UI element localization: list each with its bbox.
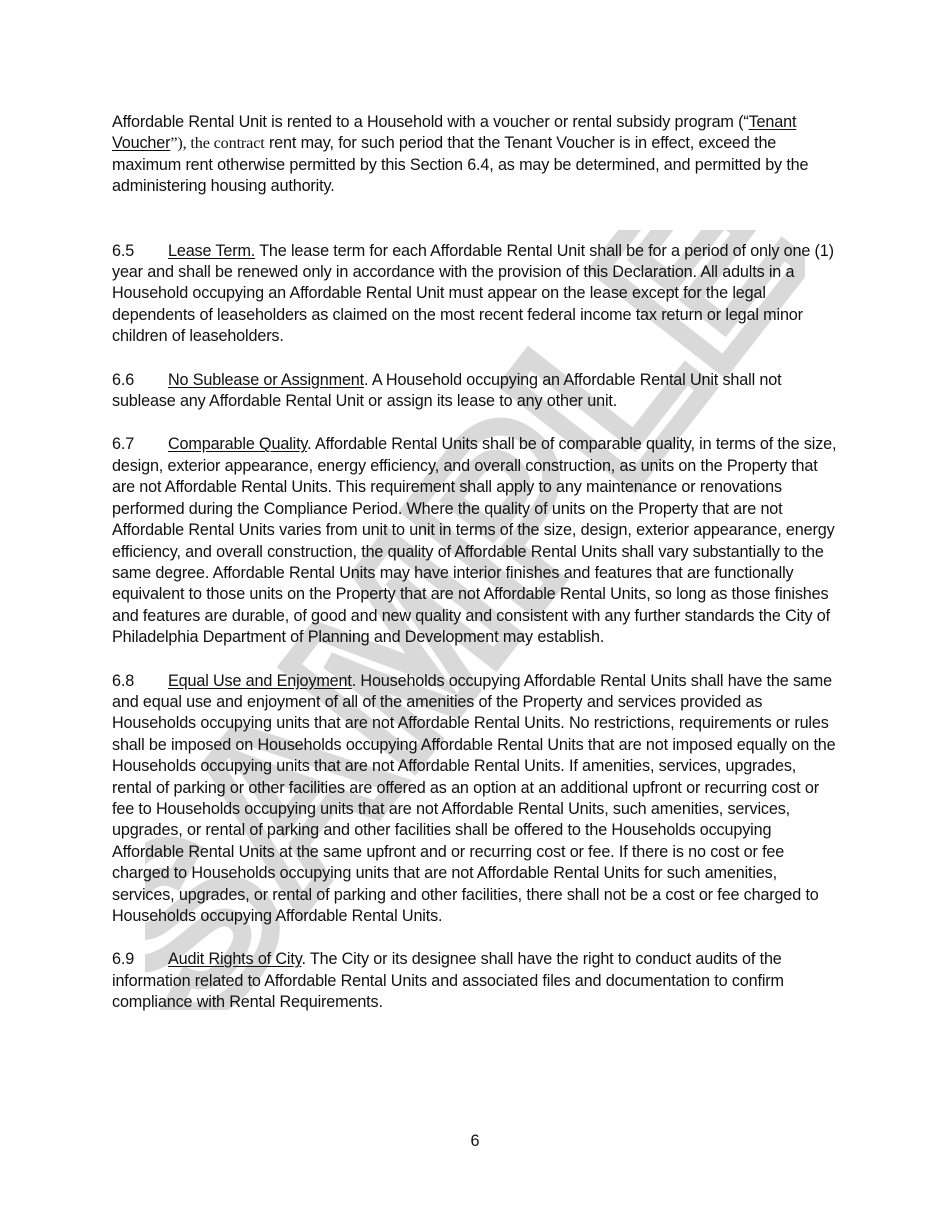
section-6-8 <box>112 671 840 928</box>
section-number: 6.5 <box>112 241 135 260</box>
section-body: . Affordable Rental Units shall be of comparable quality, in terms of the size, design, exterior appearance, energy efficiency, and overall construction, as units on the Property that are not Affordable Rental Units. This requirement shall apply to any maintenance or renovations performed during the Compliance Period. Where the quality of units on the Property that are not Affordable Rental Units varies from unit to unit in terms of the size, design, exterior appearance, energy efficiency, and overall construction, the quality of Affordable Rental Units shall vary substantially to the same degree. Affordable Rental Units may have interior finishes and features that are functionally equivalent to those units on the Property that are not Affordable Rental Units, so long as those finishes and features are durable, of good and new quality and consistent with any further standards the City of Philadelphia Department of Planning and Development may establish. <box>112 435 837 647</box>
section-6-6 <box>112 370 840 413</box>
section-6-7 <box>112 434 840 648</box>
document-body <box>112 112 840 1014</box>
section-heading: Lease Term. <box>168 241 256 260</box>
intro-text-1: Affordable Rental Unit is rented to a Household with a voucher or rental subsidy program (“ <box>112 113 749 131</box>
intro-text-3: rent may, for such period that the Tenant Voucher is in effect, exceed the maximum rent otherwise permitted by this Section 6.4, as may be determined, and permitted by the administering housing authority. <box>112 134 809 196</box>
section-6-9 <box>112 949 840 1013</box>
section-body: . A Household occupying an Affordable Rental Unit shall not sublease any Affordable Rental Unit or assign its lease to any other unit. <box>112 370 782 411</box>
section-body: . The City or its designee shall have the right to conduct audits of the information related to Affordable Rental Units and associated files and documentation to confirm compliance with Rental Requirements. <box>112 950 784 1012</box>
section-number: 6.6 <box>112 370 135 389</box>
section-number: 6.9 <box>112 950 135 969</box>
page-number: 6 <box>470 1132 480 1150</box>
section-heading: Equal Use and Enjoyment <box>168 671 352 690</box>
section-number: 6.7 <box>112 435 135 454</box>
intro-paragraph <box>112 112 840 198</box>
section-heading: Comparable Quality <box>168 435 308 454</box>
intro-text-2: ”), the contract <box>170 134 265 153</box>
section-body: . Households occupying Affordable Rental Units shall have the same and equal use and enjoyment of all of the amenities of the Property and services provided as Households occupying units that are not Affordable Rental Units. No restrictions, requirements or rules shall be imposed on Households occupying Affordable Rental Units that are not imposed equally on the Households occupying units that are not Affordable Rental Units. If amenities, services, upgrades, rental of parking or other facilities are offered as an option at an additional upfront or recurring cost or fee to Households occupying units that are not Affordable Rental Units, such amenities, services, upgrades, or rental of parking and other facilities shall be offered to the Households occupying Affordable Rental Units at the same upfront and or recurring cost or fee. If there is no cost or fee charged to Households occupying units that are not Affordable Rental Units for such amenities, services, upgrades, or rental of parking and other facilities, there shall not be a cost or fee charged to Households occupying Affordable Rental Units. <box>112 671 836 925</box>
intro-term: Tenant Voucher <box>112 113 797 153</box>
section-number: 6.8 <box>112 671 135 690</box>
watermark-text: SAMPLE <box>145 230 805 1010</box>
section-heading: Audit Rights of City <box>168 950 302 969</box>
section-heading: No Sublease or Assignment <box>168 370 365 389</box>
section-body: The lease term for each Affordable Rental Unit shall be for a period of only one (1) year and shall be renewed only in accordance with the provision of this Declaration. All adults in a Household occupying an Affordable Rental Unit must appear on the lease except for the legal dependents of leaseholders as claimed on the most recent federal income tax return or legal minor children of leaseholders. <box>112 241 834 346</box>
section-6-5 <box>112 241 840 348</box>
